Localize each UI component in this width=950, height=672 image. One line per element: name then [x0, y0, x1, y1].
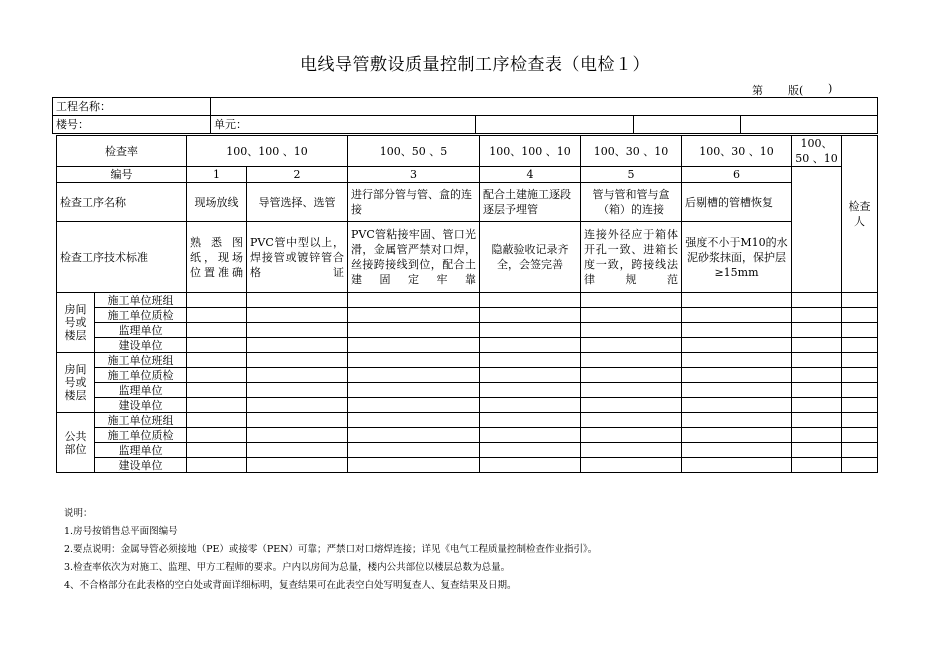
entry-cell[interactable]	[682, 323, 792, 338]
entry-cell[interactable]	[187, 353, 247, 368]
inspector-cell[interactable]	[792, 293, 842, 308]
table-row	[57, 398, 878, 413]
date-cell[interactable]	[842, 428, 878, 443]
row-role-label: 建设单位	[95, 398, 187, 413]
entry-cell[interactable]	[247, 323, 348, 338]
entry-cell[interactable]	[682, 293, 792, 308]
entry-cell[interactable]	[480, 308, 581, 323]
entry-cell[interactable]	[348, 458, 480, 473]
entry-cell[interactable]	[682, 338, 792, 353]
process-name-cell: 后剔槽的管槽恢复	[682, 183, 792, 222]
row-role-label: 施工单位质检	[95, 308, 187, 323]
row-role-label: 施工单位质检	[95, 428, 187, 443]
entry-cell[interactable]	[348, 293, 480, 308]
number-cell: 4	[480, 167, 581, 183]
group-label	[57, 353, 95, 413]
entry-cell[interactable]	[247, 353, 348, 368]
note-line: 2.要点说明：金属导管必须接地（PE）或接零（PEN）可靠；严禁口对口熔焊连接；详见《电气工程质量控制检查作业指引》。	[64, 544, 598, 555]
number-cell: 5	[581, 167, 682, 183]
row-role-label: 施工单位班组	[95, 413, 187, 428]
note-line: 1.房号按销售总平面图编号	[64, 526, 178, 537]
inspector-cell[interactable]	[792, 338, 842, 353]
unit-label: 单元：	[211, 116, 476, 134]
date-cell[interactable]	[842, 293, 878, 308]
entry-cell[interactable]	[247, 383, 348, 398]
entry-cell[interactable]	[247, 458, 348, 473]
entry-cell[interactable]	[480, 353, 581, 368]
process-name-cell: 进行部分管与管、盒的连接	[348, 183, 480, 222]
entry-cell[interactable]	[480, 293, 581, 308]
standard-cell: 隐蔽验收记录齐全，会签完善	[480, 222, 581, 293]
process-name-label: 检查工序名称	[57, 183, 187, 222]
entry-cell[interactable]	[247, 368, 348, 383]
entry-cell[interactable]	[581, 308, 682, 323]
entry-cell[interactable]	[682, 398, 792, 413]
entry-cell[interactable]	[581, 338, 682, 353]
inspector-cell[interactable]	[792, 458, 842, 473]
entry-cell[interactable]	[247, 413, 348, 428]
rate-cell: 100、30 、10	[581, 136, 682, 167]
entry-cell[interactable]	[480, 368, 581, 383]
entry-cell[interactable]	[348, 398, 480, 413]
number-cell: 2	[247, 167, 348, 183]
entry-cell[interactable]	[682, 353, 792, 368]
standard-cell: PVC管粘接牢固、管口光滑，金属管严禁对口焊，丝接跨接线到位，配合土建固定牢靠	[348, 222, 480, 293]
inspection-table	[56, 135, 878, 473]
row-role-label: 监理单位	[95, 383, 187, 398]
entry-cell[interactable]	[682, 443, 792, 458]
entry-cell[interactable]	[247, 443, 348, 458]
table-row	[57, 383, 878, 398]
row-role-label: 监理单位	[95, 323, 187, 338]
standard-cell: 连接外径应于箱体开孔一致、进箱长度一致，跨接线法律规范	[581, 222, 682, 293]
entry-cell[interactable]	[581, 353, 682, 368]
row-role-label: 建设单位	[95, 338, 187, 353]
date-cell[interactable]	[842, 308, 878, 323]
rate-cell: 100、50 、5	[348, 136, 480, 167]
notes-section	[64, 505, 924, 595]
entry-cell[interactable]	[682, 458, 792, 473]
entry-cell[interactable]	[581, 398, 682, 413]
table-row	[57, 458, 878, 473]
table-row	[57, 323, 878, 338]
group-label-text: 房间号或楼层	[64, 303, 87, 342]
project-name-label: 工程名称：	[53, 98, 211, 116]
entry-cell[interactable]	[247, 428, 348, 443]
table-row	[57, 338, 878, 353]
date-cell[interactable]	[842, 323, 878, 338]
entry-cell[interactable]	[348, 353, 480, 368]
number-label: 编号	[57, 167, 187, 183]
edition-label-2: 版(	[788, 84, 804, 97]
entry-cell[interactable]	[247, 338, 348, 353]
entry-cell[interactable]	[682, 383, 792, 398]
group-label	[57, 293, 95, 353]
entry-cell[interactable]	[581, 413, 682, 428]
table-row	[57, 368, 878, 383]
inspector-cell[interactable]	[792, 308, 842, 323]
entry-cell[interactable]	[480, 383, 581, 398]
note-line: 说明：	[64, 508, 93, 519]
entry-cell[interactable]	[348, 413, 480, 428]
row-role-label: 建设单位	[95, 458, 187, 473]
info-blank-1[interactable]	[476, 116, 634, 134]
project-name-value[interactable]	[211, 98, 878, 116]
process-name-cell: 配合土建施工逐段逐层予埋管	[480, 183, 581, 222]
row-role-label: 监理单位	[95, 443, 187, 458]
date-cell[interactable]	[842, 443, 878, 458]
entry-cell[interactable]	[348, 443, 480, 458]
info-blank-3[interactable]	[741, 116, 878, 134]
standard-label: 检查工序技术标准	[57, 222, 187, 293]
entry-cell[interactable]	[581, 368, 682, 383]
inspector-cell[interactable]	[792, 383, 842, 398]
number-cell: 1	[187, 167, 247, 183]
entry-cell[interactable]	[247, 308, 348, 323]
entry-cell[interactable]	[480, 428, 581, 443]
note-line: 3.检查率依次为对施工、监理、甲方工程师的要求。户内以房间为总量，楼内公共部位以楼层总数为总量。	[64, 562, 511, 573]
entry-cell[interactable]	[682, 308, 792, 323]
entry-cell[interactable]	[581, 428, 682, 443]
entry-cell[interactable]	[682, 413, 792, 428]
group-label-text: 公共部位	[64, 429, 87, 456]
inspector-cell[interactable]	[792, 413, 842, 428]
inspector-cell[interactable]	[792, 398, 842, 413]
table-row	[57, 353, 878, 368]
entry-cell[interactable]	[247, 398, 348, 413]
page-title: 电线导管敷设质量控制工序检查表（电检１）	[300, 55, 650, 75]
number-cell: 6	[682, 167, 792, 183]
entry-cell[interactable]	[480, 458, 581, 473]
entry-cell[interactable]	[581, 458, 682, 473]
date-cell[interactable]	[842, 398, 878, 413]
process-name-cell: 现场放线	[187, 183, 247, 222]
table-row	[57, 413, 878, 428]
standard-cell: 熟悉图纸，现场位置准确	[187, 222, 247, 293]
date-cell[interactable]	[842, 413, 878, 428]
entry-cell[interactable]	[348, 338, 480, 353]
entry-cell[interactable]	[348, 308, 480, 323]
inspector-cell[interactable]	[792, 428, 842, 443]
standard-cell: PVC管中型以上，焊接管或镀锌管合格证	[247, 222, 348, 293]
table-row	[57, 428, 878, 443]
rate-cell: 100、30 、10	[682, 136, 792, 167]
table-row	[57, 293, 878, 308]
entry-cell[interactable]	[187, 323, 247, 338]
entry-cell[interactable]	[581, 383, 682, 398]
rate-cell: 100、100 、10	[187, 136, 348, 167]
entry-cell[interactable]	[348, 323, 480, 338]
entry-cell[interactable]	[682, 428, 792, 443]
entry-cell[interactable]	[480, 338, 581, 353]
entry-cell[interactable]	[187, 413, 247, 428]
rate-label: 检查率	[57, 136, 187, 167]
entry-cell[interactable]	[187, 443, 247, 458]
entry-cell[interactable]	[348, 383, 480, 398]
entry-cell[interactable]	[348, 428, 480, 443]
entry-cell[interactable]	[247, 293, 348, 308]
number-cell: 3	[348, 167, 480, 183]
entry-cell[interactable]	[187, 368, 247, 383]
entry-cell[interactable]	[682, 368, 792, 383]
entry-cell[interactable]	[581, 323, 682, 338]
group-label-text: 房间号或楼层	[64, 363, 87, 402]
table-row	[57, 308, 878, 323]
standard-cell: 强度不小于M10的水泥砂浆抹面，保护层≥15mm	[682, 222, 792, 293]
date-cell[interactable]	[842, 338, 878, 353]
entry-cell[interactable]	[187, 428, 247, 443]
entry-cell[interactable]	[581, 293, 682, 308]
process-name-cell: 管与管和管与盒（箱）的连接	[581, 183, 682, 222]
entry-cell[interactable]	[187, 458, 247, 473]
entry-cell[interactable]	[480, 413, 581, 428]
inspector-cell[interactable]	[792, 443, 842, 458]
rate-cell: 100、50 、10	[792, 136, 842, 167]
info-blank-2[interactable]	[634, 116, 741, 134]
entry-cell[interactable]	[348, 368, 480, 383]
row-role-label: 施工单位班组	[95, 353, 187, 368]
edition-label-1: 第	[752, 84, 763, 97]
inspector-cell[interactable]	[792, 323, 842, 338]
process-name-cell: 导管选择、选管	[247, 183, 348, 222]
entry-cell[interactable]	[581, 443, 682, 458]
rate-cell: 100、100 、10	[480, 136, 581, 167]
entry-cell[interactable]	[187, 338, 247, 353]
edition-line	[752, 82, 833, 98]
entry-cell[interactable]	[187, 293, 247, 308]
group-label	[57, 413, 95, 473]
date-cell[interactable]	[842, 368, 878, 383]
date-cell[interactable]	[842, 458, 878, 473]
entry-cell[interactable]	[480, 398, 581, 413]
entry-cell[interactable]	[187, 398, 247, 413]
table-row	[57, 443, 878, 458]
building-label: 楼号：	[53, 116, 211, 134]
row-role-label: 施工单位班组	[95, 293, 187, 308]
inspector-cell[interactable]	[792, 368, 842, 383]
edition-close: )	[828, 82, 833, 95]
row-role-label: 施工单位质检	[95, 368, 187, 383]
inspector-header: 检查人	[842, 136, 878, 293]
inspector-cell[interactable]	[792, 353, 842, 368]
project-info-table	[52, 97, 878, 134]
date-cell[interactable]	[842, 383, 878, 398]
entry-cell[interactable]	[187, 308, 247, 323]
entry-cell[interactable]	[480, 323, 581, 338]
entry-cell[interactable]	[187, 383, 247, 398]
entry-cell[interactable]	[480, 443, 581, 458]
note-line: 4、不合格部分在此表格的空白处或背面详细标明，复查结果可在此表空白处写明复查人、复查结果及日期。	[64, 580, 517, 591]
date-cell[interactable]	[842, 353, 878, 368]
